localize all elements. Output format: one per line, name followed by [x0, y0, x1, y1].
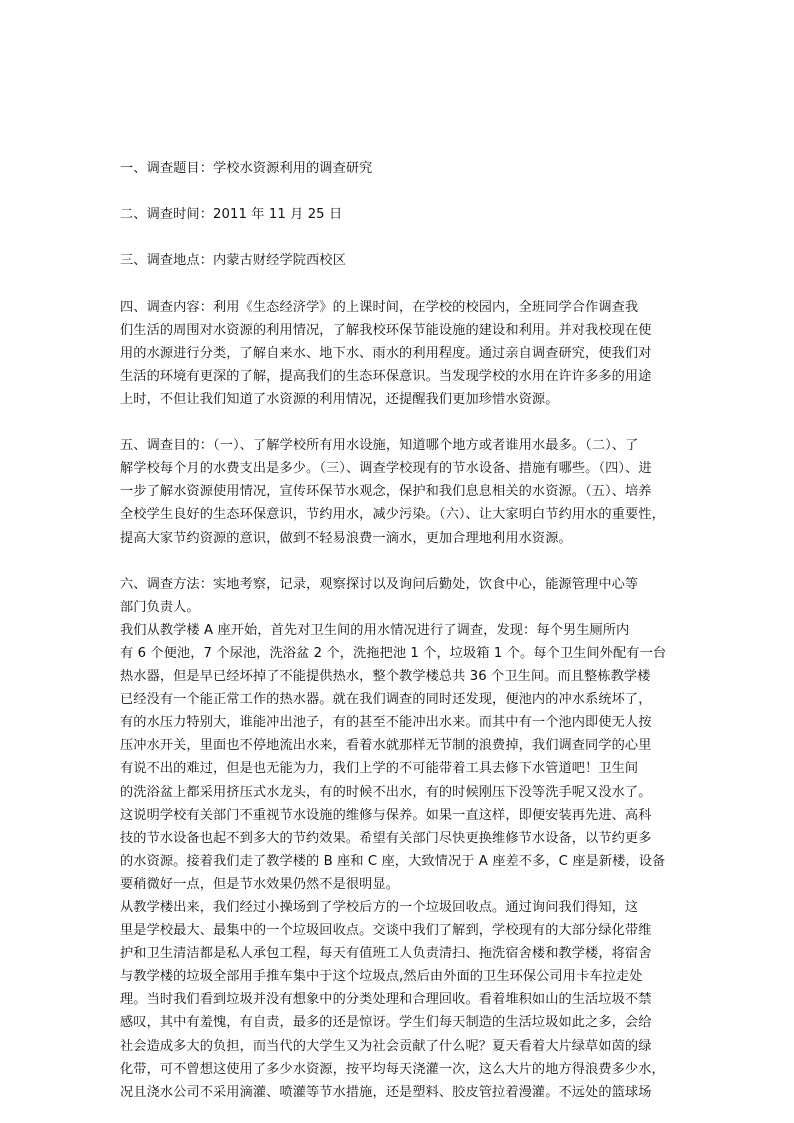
paragraph-line: 护和卫生清洁都是私人承包工程，每天有值班工人负责清扫、拖洗宿舍楼和教学楼，将宿舍 [120, 946, 652, 962]
paragraph-line: 已经没有一个能正常工作的热水器。就在我们调查的同时还发现，便池内的冲水系统坏了， [120, 692, 652, 708]
paragraph-line: 压冲水开关，里面也不停地流出水来，看着水就那样无节制的浪费掉，我们调查同学的心里 [120, 738, 652, 754]
paragraph-gap [120, 180, 680, 203]
paragraph-line: 与教学楼的垃圾全部用手推车集中于这个垃圾点,然后由外面的卫生环保公司用卡车拉走处 [120, 969, 643, 985]
paragraph-line: 的洗浴盆上都采用挤压式水龙头，有的时候不出水，有的时候刚压下没等洗手呢又没水了。 [120, 784, 652, 800]
paragraph-gap [120, 411, 680, 434]
section-title-time: 二、调查时间：2011 年 11 月 25 日 [120, 207, 343, 223]
section-purpose [120, 434, 680, 549]
paragraph-line: 一步了解水资源使用情况，宣传环保节水观念，保护和我们息息相关的水资源。（五）、培养 [120, 484, 652, 500]
paragraph-line: 技的节水设备也起不到多大的节约效果。希望有关部门尽快更换维修节水设备，以节约更多 [120, 830, 652, 846]
paragraph-line: 感叹，其中有羞愧，有自责，最多的还是惊讶。学生们每天制造的生活垃圾如此之多，会给 [120, 1015, 652, 1031]
paragraph-line: 全校学生良好的生态环保意识，节约用水，减少污染。（六）、让大家明白节约用水的重要性， [120, 507, 665, 523]
paragraph-line: 四、调查内容：利用《生态经济学》的上课时间，在学校的校园内，全班同学合作调查我 [120, 299, 639, 315]
paragraph-line: 我们从教学楼 A 座开始，首先对卫生间的用水情况进行了调查，发现：每个男生厕所内 [120, 622, 630, 638]
section-title-topic: 一、调查题目：学校水资源利用的调查研究 [120, 161, 373, 176]
paragraph-line: 有 6 个便池，7 个尿池，洗浴盆 2 个，洗拖把池 1 个，垃圾箱 1 个。每个卫生间外配有一台 [120, 645, 667, 661]
paragraph-line: 的水资源。接着我们走了教学楼的 B 座和 C 座，大致情况于 A 座差不多，C 座是新楼，设备 [120, 853, 666, 869]
paragraph-line: 有的水压力特别大，谁能冲出池子，有的甚至不能冲出水来。而其中有一个池内即使无人按 [120, 715, 652, 731]
paragraph-line: 况且浇水公司不采用滴灌、喷灌等节水措施，还是塑料、胶皮管拉着漫灌。不远处的篮球场 [120, 1084, 652, 1100]
paragraph-line: 化带，可不曾想这使用了多少水资源，按平均每天浇灌一次，这么大片的地方得浪费多少水， [120, 1061, 665, 1077]
paragraph-line: 生活的环境有更深的了解，提高我们的生态环保意识。当发现学校的水用在许许多多的用途 [120, 368, 652, 384]
section-method [120, 573, 680, 1104]
paragraph-line: 用的水源进行分类，了解自来水、地下水、雨水的利用程度。通过亲自调查研究，使我们对 [120, 345, 652, 361]
paragraph-line: 五、调查目的：（一）、了解学校所有用水设施，知道哪个地方或者谁用水最多。（二）、了 [120, 438, 639, 454]
paragraph-gap [120, 226, 680, 249]
paragraph-line: 六、调查方法：实地考察，记录，观察探讨以及询问后勤处，饮食中心，能源管理中心等 [120, 576, 639, 592]
section-content [120, 296, 680, 411]
paragraph-line: 社会造成多大的负担，而当代的大学生又为社会贡献了什么呢？夏天看着大片绿草如茵的绿 [120, 1038, 652, 1054]
paragraph-line: 热水器，但是早已经坏掉了不能提供热水，整个教学楼总共 36 个卫生间。而且整栋教学楼 [120, 669, 651, 685]
document-body [120, 157, 680, 1104]
section-title-location: 三、调查地点：内蒙古财经学院西校区 [120, 253, 346, 269]
paragraph-gap [120, 272, 680, 295]
paragraph-gap [120, 550, 680, 573]
paragraph-line: 部门负责人。 [120, 599, 200, 615]
paragraph-line: 理。当时我们看到垃圾并没有想象中的分类处理和合理回收。看着堆积如山的生活垃圾不禁 [120, 992, 652, 1008]
paragraph-line: 从教学楼出来，我们经过小操场到了学校后方的一个垃圾回收点。通过询问我们得知，这 [120, 900, 639, 915]
paragraph-line: 要稍微好一点，但是节水效果仍然不是很明显。 [120, 876, 400, 892]
paragraph-line: 这说明学校有关部门不重视节水设施的维修与保养。如果一直这样，即便安装再先进、高科 [120, 807, 652, 823]
paragraph-line: 提高大家节约资源的意识，做到不轻易浪费一滴水，更加合理地利用水资源。 [120, 530, 572, 546]
paragraph-line: 们生活的周围对水资源的利用情况，了解我校环保节能设施的建设和利用。并对我校现在使 [120, 322, 652, 338]
paragraph-line: 解学校每个月的水费支出是多少。（三）、调查学校现有的节水设备、措施有哪些。（四）、进 [120, 461, 652, 477]
paragraph-line: 里是学校最大、最集中的一个垃圾回收点。交谈中我们了解到，学校现有的大部分绿化带维 [120, 923, 652, 939]
paragraph-line: 上时，不但让我们知道了水资源的利用情况，还提醒我们更加珍惜水资源。 [120, 391, 559, 407]
paragraph-line: 有说不出的难过，但是也无能为力，我们上学的不可能带着工具去修下水管道吧！卫生间 [120, 761, 639, 777]
